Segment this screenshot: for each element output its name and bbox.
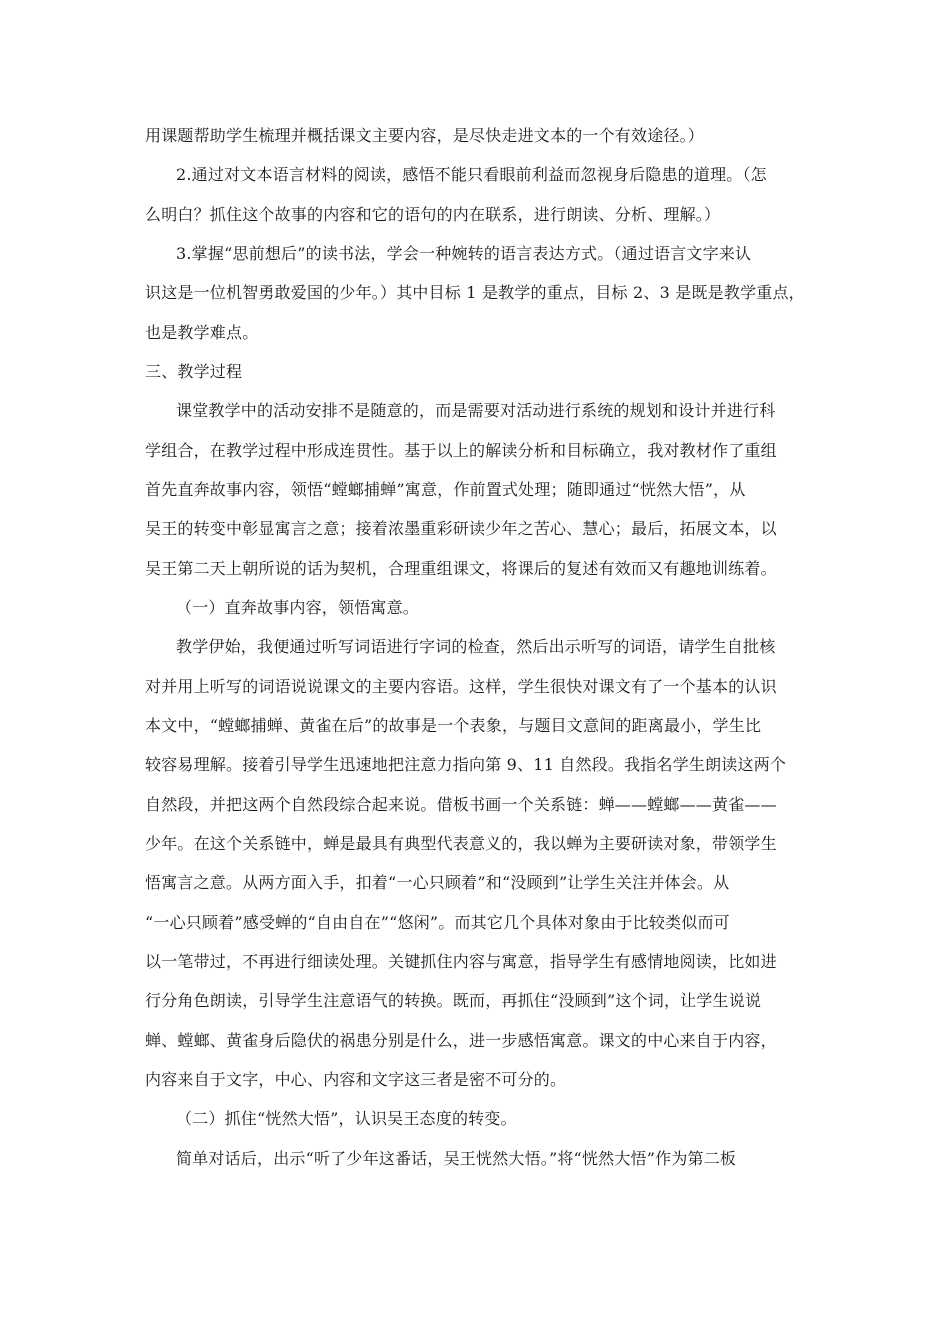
text-line: 少年。在这个关系链中，蝉是最具有典型代表意义的，我以蝉为主要研读对象，带领学生 xyxy=(145,834,777,853)
text-line: 识这是一位机智勇敢爱国的少年。）其中目标 1 是教学的重点，目标 2、3 是既是教学重点， xyxy=(145,283,805,302)
subsection-heading: （一）直奔故事内容，领悟寓意。 xyxy=(176,598,420,617)
text-line: 悟寓言之意。从两方面入手，扣着“一心只顾着”和“没顾到”让学生关注并体会。从 xyxy=(145,873,730,892)
text-line: 蝉、螳螂、黄雀身后隐伏的祸患分别是什么，进一步感悟寓意。课文的中心来自于内容， xyxy=(145,1031,777,1050)
text-line: 以一笔带过，不再进行细读处理。关键抓住内容与寓意，指导学生有感情地阅读，比如进 xyxy=(145,952,777,971)
subsection-heading: （二）抓住“恍然大悟”，认识吴王态度的转变。 xyxy=(176,1109,517,1128)
text-line: 学组合，在教学过程中形成连贯性。基于以上的解读分析和目标确立，我对教材作了重组 xyxy=(145,441,777,460)
text-line: 首先直奔故事内容，领悟“螳螂捕蝉”寓意，作前置式处理；随即通过“恍然大悟”，从 xyxy=(145,480,746,499)
text-line: 较容易理解。接着引导学生迅速地把注意力指向第 9、11 自然段。我指名学生朗读这两个 xyxy=(145,755,787,774)
text-line: 行分角色朗读，引导学生注意语气的转换。既而，再抓住“没顾到”这个词，让学生说说 xyxy=(145,991,762,1010)
text-line: 也是教学难点。 xyxy=(145,323,259,342)
text-line: 吴王第二天上朝所说的话为契机，合理重组课文，将课后的复述有效而又有趣地训练着。 xyxy=(145,559,777,578)
text-line: 本文中，“螳螂捕蝉、黄雀在后”的故事是一个表象，与题目文意间的距离最小，学生比 xyxy=(145,716,762,735)
section-heading: 三、教学过程 xyxy=(145,362,243,381)
text-line: 教学伊始，我便通过听写词语进行字词的检查，然后出示听写的词语，请学生自批核 xyxy=(176,637,776,656)
text-line: 么明白？抓住这个故事的内容和它的语句的内在联系，进行朗读、分析、理解。） xyxy=(145,205,721,224)
text-line: 吴王的转变中彰显寓言之意；接着浓墨重彩研读少年之苦心、慧心；最后，拓展文本，以 xyxy=(145,519,777,538)
text-line: 3.掌握“思前想后”的读书法，学会一种婉转的语言表达方式。（通过语言文字来认 xyxy=(176,244,752,263)
text-line: 对并用上听写的词语说说课文的主要内容语。这样，学生很快对课文有了一个基本的认识 xyxy=(145,677,777,696)
text-line: 自然段，并把这两个自然段综合起来说。借板书画一个关系链：蝉——螳螂——黄雀—— xyxy=(145,795,777,814)
text-line: 课堂教学中的活动安排不是随意的，而是需要对活动进行系统的规划和设计并进行科 xyxy=(176,401,776,420)
text-line: 用课题帮助学生梳理并概括课文主要内容，是尽快走进文本的一个有效途径。） xyxy=(145,126,705,145)
text-line: 内容来自于文字，中心、内容和文字这三者是密不可分的。 xyxy=(145,1070,567,1089)
text-line: “一心只顾着”感受蝉的“自由自在”“悠闲”。而其它几个具体对象由于比较类似而可 xyxy=(145,913,730,932)
text-line: 2.通过对文本语言材料的阅读，感悟不能只看眼前利益而忽视身后隐患的道理。（怎 xyxy=(176,165,767,184)
text-line: 简单对话后，出示“听了少年这番话，吴王恍然大悟。”将“恍然大悟”作为第二板 xyxy=(176,1149,737,1168)
